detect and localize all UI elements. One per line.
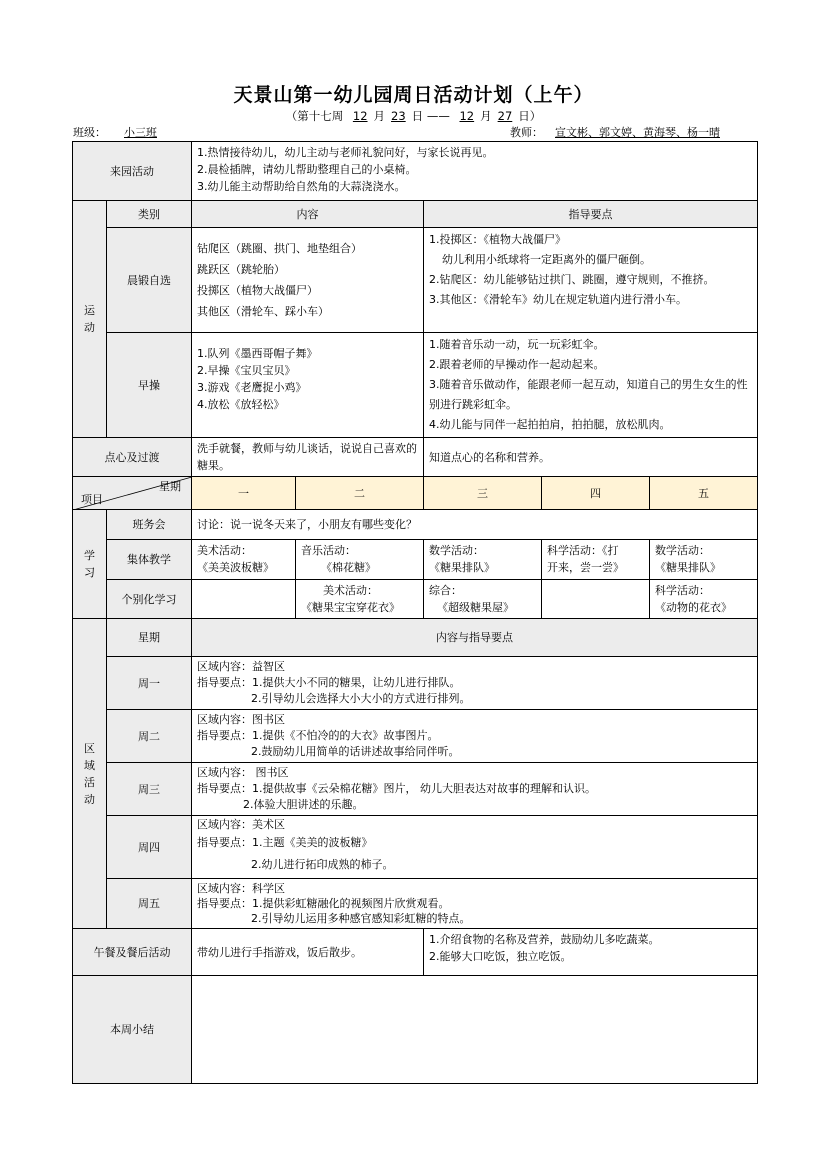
weekday-header-row (73, 477, 758, 510)
summary-content[interactable] (192, 976, 758, 1084)
area-header-row (73, 619, 758, 657)
area-row (73, 816, 758, 879)
area-row (73, 763, 758, 816)
plan-table (72, 141, 758, 1084)
summary-label: 本周小结 (73, 976, 192, 1084)
weekday-project-header (73, 477, 192, 510)
morning-choice-row (73, 228, 758, 333)
individual-cell-tue: 美术活动： 《糖果宝宝穿花衣》 (296, 580, 424, 619)
month-label-2: 月 (480, 109, 492, 123)
month-label-1: 月 (373, 109, 386, 123)
teacher-label: 教师： (510, 126, 543, 139)
area-day: 周三 (107, 763, 192, 816)
arrival-item: 1.热情接待幼儿，幼儿主动与老师礼貌问好，与家长说再见。 (197, 146, 494, 159)
area-content: 区域内容： 图书区 指导要点：1.提供故事《云朵棉花糖》图片， 幼儿大胆表达对故事的理解和认识。 2.体验大胆讲述的乐趣。 (192, 763, 758, 816)
group-teaching-row (73, 540, 758, 580)
class-affairs-content: 讨论：说一说冬天来了，小朋友有哪些变化？ (192, 510, 758, 540)
weekday-fri: 五 (650, 477, 758, 510)
weekday-mon: 一 (192, 477, 296, 510)
area-row (73, 657, 758, 710)
area-content: 区域内容：益智区 指导要点：1.提供大小不同的糖果，让幼儿进行排队。 2.引导幼儿会选择大小大小的方式进行排列。 (192, 657, 758, 710)
snack-content: 洗手就餐，教师与幼儿谈话，说说自己喜欢的糖果。 (192, 438, 424, 477)
morning-exercise-row (73, 333, 758, 438)
day-label-1: 日 (411, 109, 424, 123)
area-day: 周五 (107, 879, 192, 929)
individual-cell-thu (542, 580, 650, 619)
week-range (0, 108, 827, 124)
area-day: 周四 (107, 816, 192, 879)
group-cell-fri: 数学活动： 《糖果排队》 (650, 540, 758, 580)
lunch-points: 1.介绍食物的名称及营养，鼓励幼儿多吃蔬菜。 2.能够大口吃饭，独立吃饭。 (424, 929, 758, 976)
weekday-tue: 二 (296, 477, 424, 510)
page-title: 天景山第一幼儿园周日活动计划（上午） (233, 84, 594, 106)
group-cell-mon: 美术活动： 《美美波板糖》 (192, 540, 296, 580)
exercise-content-header: 内容 (192, 201, 424, 228)
area-content: 区域内容：科学区 指导要点：1.提供彩虹糖融化的视频图片欣赏观看。 2.引导幼儿运用多种感官感知彩虹糖的特点。 (192, 879, 758, 929)
lunch-label: 午餐及餐后活动 (73, 929, 192, 976)
weekday-thu: 四 (542, 477, 650, 510)
class-value: 小三班 (124, 126, 157, 139)
morning-exercise-points: 1.随着音乐动一动，玩一玩彩虹伞。 2.跟着老师的早操动作一起动起来。 3.随着音乐做动作，能跟老师一起互动，知道自己的男生女生的性别进行跳彩虹伞。 4.幼儿能与同伴一起拍拍肩，拍拍腿，放松肌肉。 (424, 333, 758, 438)
area-row (73, 879, 758, 929)
arrival-content (192, 142, 758, 201)
individual-cell-fri: 科学活动： 《动物的花衣》 (650, 580, 758, 619)
lunch-row (73, 929, 758, 976)
arrival-row (73, 142, 758, 201)
exercise-header-row (73, 201, 758, 228)
area-day: 周一 (107, 657, 192, 710)
teacher-info (510, 124, 724, 140)
weekday-star-label: 星期 (159, 480, 181, 493)
individual-cell-wed: 综合： 《超级糖果屋》 (424, 580, 542, 619)
group-cell-tue: 音乐活动： 《棉花糖》 (296, 540, 424, 580)
arrival-label: 来园活动 (73, 142, 192, 201)
study-label: 学习 (73, 510, 107, 619)
area-day: 周二 (107, 710, 192, 763)
class-info (73, 124, 175, 140)
morning-exercise-content: 1.队列《墨西哥帽子舞》 2.早操《宝贝宝贝》 3.游戏《老鹰捉小鸡》 4.放松《放轻松》 (192, 333, 424, 438)
class-label: 班级： (73, 126, 106, 139)
summary-row (73, 976, 758, 1084)
snack-label: 点心及过渡 (73, 438, 192, 477)
group-cell-wed: 数学活动： 《糖果排队》 (424, 540, 542, 580)
start-day: 23 (391, 109, 406, 123)
weekday-wed: 三 (424, 477, 542, 510)
lunch-content: 带幼儿进行手指游戏，饭后散步。 (192, 929, 424, 976)
area-content: 区域内容：图书区 指导要点：1.提供《不怕冷的的大衣》故事图片。 2.鼓励幼儿用简单的话讲述故事给同伴听。 (192, 710, 758, 763)
end-month: 12 (459, 109, 475, 123)
teacher-value: 宣文彬、郭文婷、黄海琴、杨一晴 (555, 126, 720, 139)
range-dash: —— (426, 109, 450, 123)
snack-points: 知道点心的名称和营养。 (424, 438, 758, 477)
morning-choice-points: 1.投掷区：《植物大战僵尸》 幼儿利用小纸球将一定距离外的僵尸砸倒。 2.钻爬区：幼儿能够钻过拱门、跳圈，遵守规则，不推挤。 3.其他区：《滑轮车》幼儿在规定轨道内进行滑小车。 (424, 228, 758, 333)
morning-choice-content: 钻爬区（跳圈、拱门、地垫组合） 跳跃区（跳轮胎） 投掷区（植物大战僵尸） 其他区（滑轮车、踩小车） (192, 228, 424, 333)
exercise-points-header: 指导要点 (424, 201, 758, 228)
area-content-header: 内容与指导要点 (192, 619, 758, 657)
arrival-item: 2.晨检插牌，请幼儿帮助整理自己的小桌椅。 (197, 163, 417, 176)
arrival-item: 3.幼儿能主动帮助给自然角的大蒜浇浇水。 (197, 180, 406, 193)
morning-exercise-label: 早操 (107, 333, 192, 438)
start-month: 12 (352, 109, 368, 123)
group-cell-thu: 科学活动：《打 开来，尝一尝》 (542, 540, 650, 580)
individual-learning-label: 个别化学习 (107, 580, 192, 619)
group-teaching-label: 集体教学 (107, 540, 192, 580)
area-day-header: 星期 (107, 619, 192, 657)
week-close: 日） (518, 109, 542, 123)
snack-row (73, 438, 758, 477)
project-label: 项目 (81, 493, 103, 506)
class-affairs-row (73, 510, 758, 540)
individual-learning-row (73, 580, 758, 619)
end-day: 27 (497, 109, 513, 123)
exercise-label: 运动 (73, 201, 107, 438)
morning-choice-label: 晨锻自选 (107, 228, 192, 333)
individual-cell-mon (192, 580, 296, 619)
area-label: 区域活动 (73, 619, 107, 929)
exercise-type-header: 类别 (107, 201, 192, 228)
area-content: 区域内容：美术区 指导要点：1.主题《美美的波板糖》 2.幼儿进行拓印成熟的柿子。 (192, 816, 758, 879)
area-row (73, 710, 758, 763)
week-open: （第十七周 (285, 109, 344, 123)
class-affairs-label: 班务会 (107, 510, 192, 540)
